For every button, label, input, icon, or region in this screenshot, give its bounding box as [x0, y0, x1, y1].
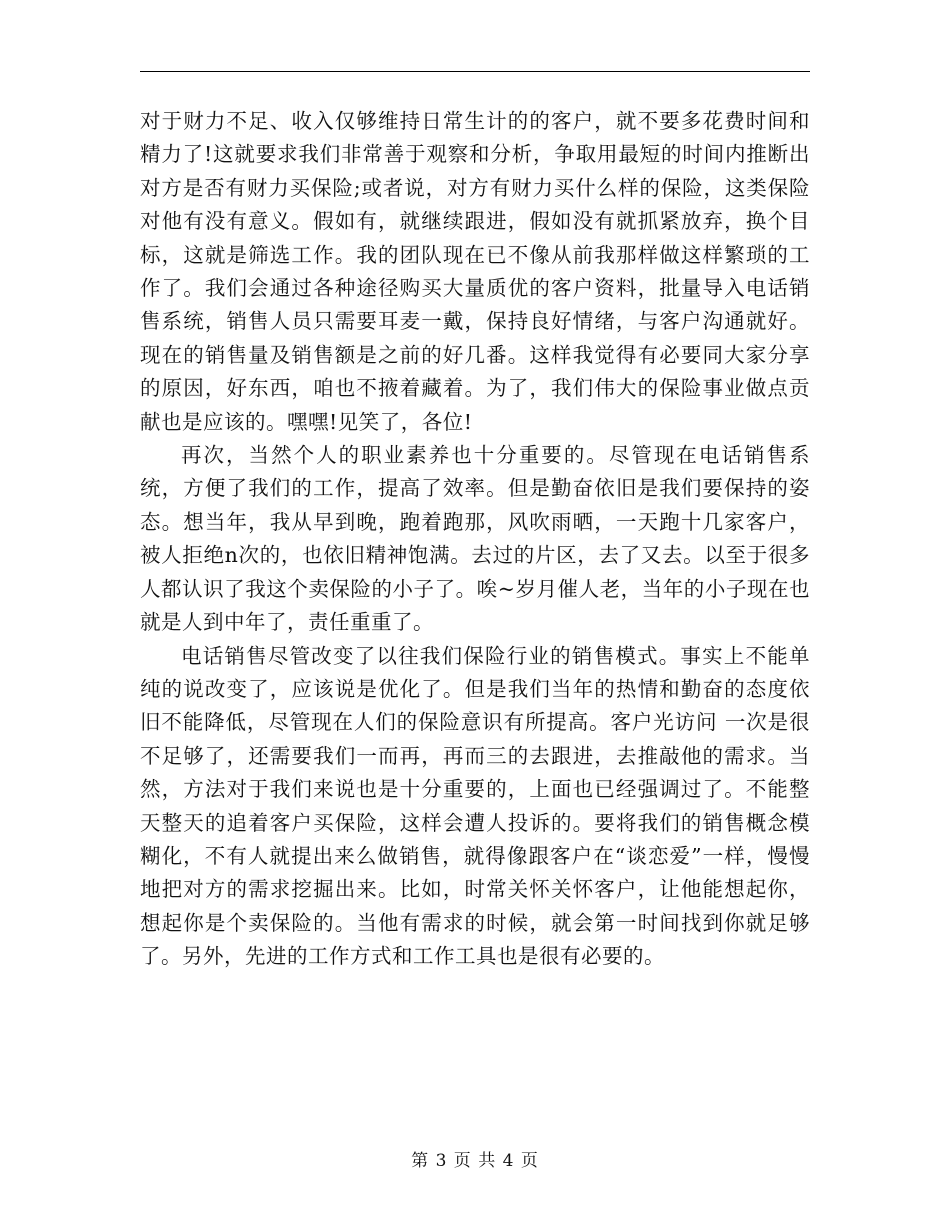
paragraph-1: 对于财力不足、收入仅够维持日常生计的的客户，就不要多花费时间和精力了!这就要求我们非常善于观察和分析，争取用最短的时间内推断出对方是否有财力买保险;或者说，对方有财力买什么样的保险，这类保险对他有没有意义。假如有，就继续跟进，假如没有就抓紧放弃，换个目标，这就是筛选工作。我的团队现在已不像从前我那样做这样繁琐的工作了。我们会通过各种途径购买大量质优的客户资料，批量导入电话销售系统，销售人员只需要耳麦一戴，保持良好情绪，与客户沟通就好。现在的销售量及销售额是之前的好几番。这样我觉得有必要同大家分享的原因，好东西，咱也不掖着藏着。为了，我们伟大的保险事业做点贡献也是应该的。嘿嘿!见笑了，各位!: [140, 109, 810, 434]
body-text: [140, 105, 810, 974]
footer-prefix: 第: [411, 1151, 430, 1171]
footer-middle: 页 共: [453, 1151, 497, 1171]
footer-current-page: 3: [435, 1151, 448, 1171]
paragraph-3: 电话销售尽管改变了以往我们保险行业的销售模式。事实上不能单纯的说改变了，应该说是优化了。但是我们当年的热情和勤奋的态度依旧不能降低，尽管现在人们的保险意识有所提高。客户光访问 一次是很不足够了，还需要我们一而再，再而三的去跟进，去推敲他的需求。当然，方法对于我们来说也是十分重要的，上面也已经强调过了。不能整天整天的追着客户买保险，这样会遭人投诉的。要将我们的销售概念模糊化，不有人就提出来么做销售，就得像跟客户在“谈恋爱”一样，慢慢地把对方的需求挖掘出来。比如，时常关怀关怀客户，让他能想起你，想起你是个卖保险的。当他有需求的时候，就会第一时间找到你就足够了。另外，先进的工作方式和工作工具也是很有必要的。: [140, 643, 810, 969]
footer-suffix: 页: [520, 1151, 539, 1171]
page-footer: [0, 1146, 950, 1171]
header-rule: [140, 71, 810, 72]
paragraph-2: 再次，当然个人的职业素养也十分重要的。尽管现在电话销售系统，方便了我们的工作，提高了效率。但是勤奋依旧是我们要保持的姿态。想当年，我从早到晚，跑着跑那，风吹雨晒，一天跑十几家客户，被人拒绝n次的，也依旧精神饱满。去过的片区，去了又去。以至于很多人都认识了我这个卖保险的小子了。唉~岁月催人老，当年的小子现在也就是人到中年了，责任重重了。: [140, 443, 810, 635]
footer-total-pages: 4: [502, 1151, 515, 1171]
